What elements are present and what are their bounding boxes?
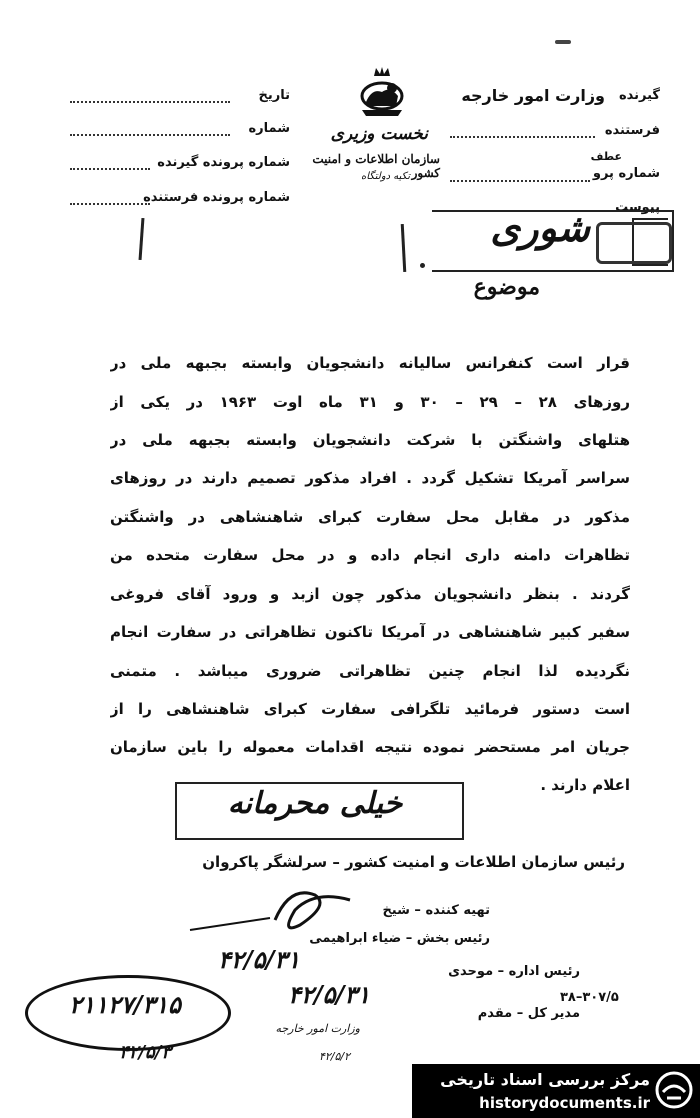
attach-label: پیوست [615, 200, 660, 215]
dept-chief-line: رئیس اداره – موحدی [448, 964, 580, 979]
body-line: نگردیده لذا انجام چنین تظاهراتی ضروری میباشد . متمنی [110, 662, 630, 680]
pen-mark-mid [401, 224, 407, 272]
classification-stamp: شوری [490, 205, 590, 250]
to-value: وزارت امور خارجه [461, 86, 605, 105]
lion-and-sun-emblem [352, 66, 412, 124]
body-line: سراسر آمریکا تشکیل گردد . افراد مذکور تصمیم دارند در روزهای [110, 469, 630, 487]
body-line: تظاهرات دامنه داری انجام داده و در محل سفارت متحده من [110, 546, 630, 564]
stamp-ink-blot [596, 222, 672, 264]
org-note: تکیه دولتگاه [360, 171, 410, 182]
date-label: تاریخ [258, 88, 290, 103]
body-line: گردند . بنظر دانشجویان مذکور چون ازبد و ورود آقای فروغی [110, 585, 630, 603]
prepared-by-line: تهیه کننده – شیخ [382, 903, 490, 918]
org-title: نخست وزیری [330, 124, 428, 144]
confidential-stamp: خیلی محرمانه [227, 786, 403, 821]
body-line: روزهای ۲۸ – ۲۹ – ۳۰ و ۳۱ ماه اوت ۱۹۶۳ در یکی از [110, 393, 630, 411]
body-line: است دستور فرمائید تلگرافی سفارت کبرای شاهنشاهی را از [110, 700, 630, 718]
director-general-line: مدیر کل – مقدم [477, 1006, 580, 1021]
date-dots [70, 101, 230, 103]
sender-file-dots [70, 203, 150, 205]
handwritten-date-1: ۴۲/۵/۳۱ [218, 945, 300, 974]
body-line: سفیر کبیر شاهنشاهی در آمریکا تاکنون تظاهراتی در سفارت انجام [110, 623, 630, 641]
sender-file-label: شماره پرونده فرستنده [143, 190, 290, 205]
subject-label: موضوع [473, 274, 540, 300]
section-chief-line: رئیس بخش – ضیاء ابراهیمی [309, 931, 490, 946]
recipient-file-dots [70, 168, 150, 170]
watermark-url: historydocuments.ir [479, 1094, 650, 1112]
ref-code: ۳۸–۳۰۷/۵ [560, 990, 619, 1005]
number-value: عطف [590, 150, 622, 163]
sender-dots [450, 136, 595, 138]
pen-dot [420, 263, 425, 268]
number-dots-left [70, 134, 230, 136]
recipient-file-label: شماره پرونده گیرنده [157, 155, 290, 170]
number-label-left: شماره [248, 121, 290, 136]
watermark-title: مرکز بررسی اسناد تاریخی [440, 1070, 650, 1089]
prepared-date-note: ۴۲/۵/۲ [318, 1050, 350, 1063]
watermark-logo-icon [655, 1070, 693, 1110]
org-name: سازمان اطلاعات و امنیت کشور [312, 152, 440, 180]
bottom-note: وزارت امور خارجه [275, 1022, 360, 1035]
handwritten-date-2: ۴۲/۵/۳۱ [288, 980, 370, 1009]
sender-label: فرستنده [604, 123, 660, 138]
pen-mark-left [139, 218, 145, 260]
body-line: هتلهای واشنگتن با شرکت دانشجویان وابسته بجبهه ملی در [110, 431, 630, 449]
oval-date: ۴۲/۵/۳ [119, 1042, 171, 1063]
number-dots-right [450, 180, 590, 182]
oval-number: ۲۱۱۲۷/۳۱۵ [69, 990, 181, 1019]
number-label-right: شماره پرو [592, 166, 660, 181]
body-line: جریان امر مستحضر نموده نتیجه اقدامات معموله را باین سازمان [110, 738, 630, 756]
signatory-line: رئیس سازمان اطلاعات و امنیت کشور – سرلشگر پاکروان [202, 853, 625, 871]
body-line: مذکور در مقابل محل سفارت کبرای شاهنشاهی در واشنگتن [110, 508, 630, 526]
body-line: قرار است کنفرانس سالیانه دانشجویان وابسته بجبهه ملی در [110, 354, 630, 372]
to-label: گیرنده [618, 88, 660, 103]
body-last-line: اعلام دارند . [540, 776, 630, 794]
corner-mark [555, 40, 571, 44]
